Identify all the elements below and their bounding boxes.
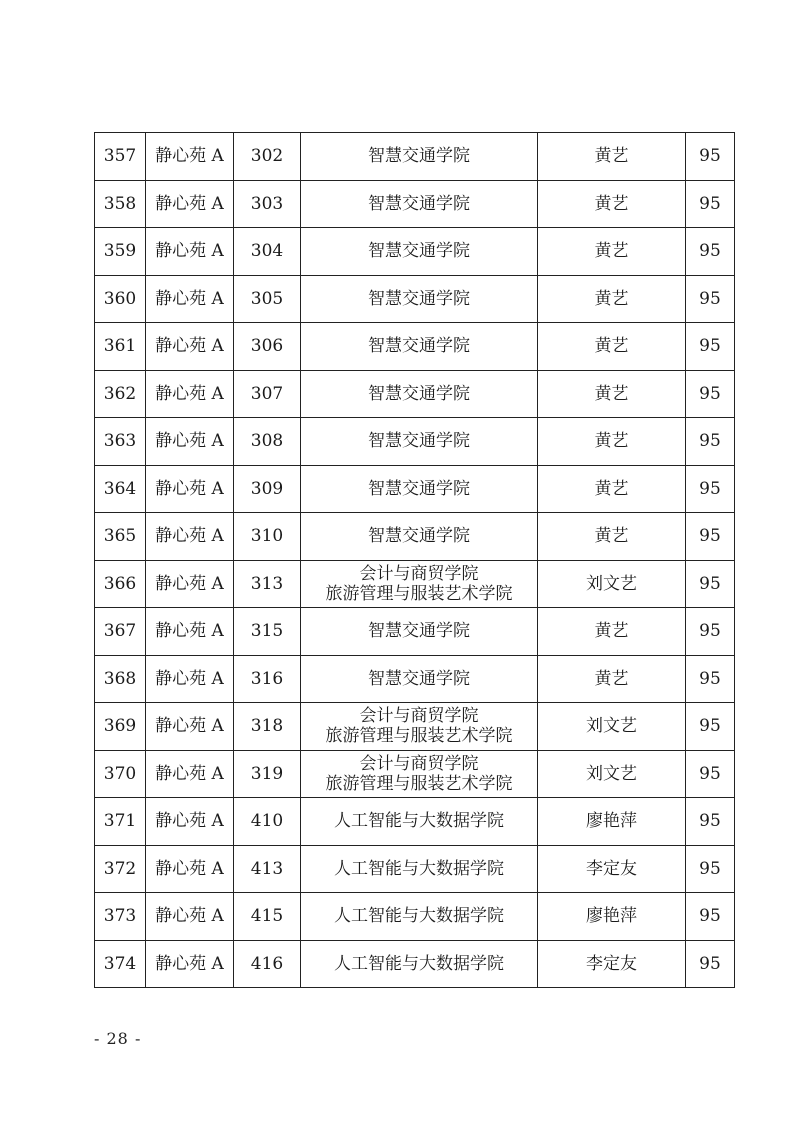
building-cell: 静心苑 A bbox=[146, 655, 234, 703]
score-cell: 95 bbox=[686, 940, 735, 988]
college-cell bbox=[301, 370, 538, 418]
score-cell: 95 bbox=[686, 703, 735, 751]
room-number-cell: 416 bbox=[234, 940, 301, 988]
manager-cell: 刘文艺 bbox=[538, 703, 686, 751]
manager-cell: 廖艳萍 bbox=[538, 893, 686, 941]
score-cell: 95 bbox=[686, 655, 735, 703]
manager-cell: 黄艺 bbox=[538, 275, 686, 323]
table-row bbox=[95, 845, 735, 893]
college-cell bbox=[301, 323, 538, 371]
college-name: 智慧交通学院 bbox=[368, 621, 470, 642]
building-cell: 静心苑 A bbox=[146, 180, 234, 228]
table-row bbox=[95, 703, 735, 751]
manager-cell: 黄艺 bbox=[538, 608, 686, 656]
college-cell bbox=[301, 750, 538, 798]
building-cell: 静心苑 A bbox=[146, 560, 234, 608]
score-cell: 95 bbox=[686, 845, 735, 893]
row-number-cell: 361 bbox=[95, 323, 146, 371]
room-number-cell: 316 bbox=[234, 655, 301, 703]
page-number: - 28 - bbox=[94, 1029, 142, 1048]
building-cell: 静心苑 A bbox=[146, 940, 234, 988]
college-name: 智慧交通学院 bbox=[368, 241, 470, 262]
manager-cell: 刘文艺 bbox=[538, 750, 686, 798]
score-cell: 95 bbox=[686, 133, 735, 181]
table-row bbox=[95, 465, 735, 513]
college-cell bbox=[301, 845, 538, 893]
score-cell: 95 bbox=[686, 418, 735, 466]
college-cell bbox=[301, 180, 538, 228]
college-name: 旅游管理与服装艺术学院 bbox=[325, 726, 513, 747]
row-number-cell: 371 bbox=[95, 798, 146, 846]
college-cell bbox=[301, 418, 538, 466]
room-number-cell: 308 bbox=[234, 418, 301, 466]
college-cell bbox=[301, 608, 538, 656]
room-number-cell: 305 bbox=[234, 275, 301, 323]
row-number-cell: 368 bbox=[95, 655, 146, 703]
college-name: 智慧交通学院 bbox=[368, 193, 470, 214]
building-cell: 静心苑 A bbox=[146, 703, 234, 751]
manager-cell: 李定友 bbox=[538, 845, 686, 893]
table-row bbox=[95, 228, 735, 276]
building-cell: 静心苑 A bbox=[146, 275, 234, 323]
college-cell bbox=[301, 940, 538, 988]
row-number-cell: 373 bbox=[95, 893, 146, 941]
manager-cell: 黄艺 bbox=[538, 323, 686, 371]
table-row bbox=[95, 180, 735, 228]
table-row bbox=[95, 940, 735, 988]
table-row bbox=[95, 750, 735, 798]
room-number-cell: 309 bbox=[234, 465, 301, 513]
room-number-cell: 410 bbox=[234, 798, 301, 846]
building-cell: 静心苑 A bbox=[146, 465, 234, 513]
college-cell bbox=[301, 560, 538, 608]
manager-cell: 黄艺 bbox=[538, 133, 686, 181]
building-cell: 静心苑 A bbox=[146, 798, 234, 846]
room-number-cell: 306 bbox=[234, 323, 301, 371]
manager-cell: 刘文艺 bbox=[538, 560, 686, 608]
college-name: 人工智能与大数据学院 bbox=[334, 811, 504, 832]
table-row bbox=[95, 275, 735, 323]
manager-cell: 黄艺 bbox=[538, 418, 686, 466]
manager-cell: 廖艳萍 bbox=[538, 798, 686, 846]
room-number-cell: 302 bbox=[234, 133, 301, 181]
manager-cell: 黄艺 bbox=[538, 180, 686, 228]
manager-cell: 黄艺 bbox=[538, 370, 686, 418]
score-cell: 95 bbox=[686, 893, 735, 941]
building-cell: 静心苑 A bbox=[146, 133, 234, 181]
room-number-cell: 415 bbox=[234, 893, 301, 941]
building-cell: 静心苑 A bbox=[146, 370, 234, 418]
building-cell: 静心苑 A bbox=[146, 893, 234, 941]
table-row bbox=[95, 893, 735, 941]
row-number-cell: 357 bbox=[95, 133, 146, 181]
building-cell: 静心苑 A bbox=[146, 845, 234, 893]
college-name: 智慧交通学院 bbox=[368, 336, 470, 357]
score-cell: 95 bbox=[686, 798, 735, 846]
college-name: 智慧交通学院 bbox=[368, 431, 470, 452]
college-name: 旅游管理与服装艺术学院 bbox=[325, 583, 513, 604]
table-row bbox=[95, 560, 735, 608]
college-cell bbox=[301, 465, 538, 513]
college-name: 智慧交通学院 bbox=[368, 478, 470, 499]
table-row bbox=[95, 513, 735, 561]
table-row bbox=[95, 323, 735, 371]
room-number-cell: 315 bbox=[234, 608, 301, 656]
room-number-cell: 304 bbox=[234, 228, 301, 276]
manager-cell: 黄艺 bbox=[538, 655, 686, 703]
row-number-cell: 360 bbox=[95, 275, 146, 323]
college-cell bbox=[301, 703, 538, 751]
room-number-cell: 303 bbox=[234, 180, 301, 228]
score-cell: 95 bbox=[686, 180, 735, 228]
row-number-cell: 367 bbox=[95, 608, 146, 656]
table-row bbox=[95, 655, 735, 703]
manager-cell: 黄艺 bbox=[538, 465, 686, 513]
row-number-cell: 369 bbox=[95, 703, 146, 751]
room-number-cell: 310 bbox=[234, 513, 301, 561]
college-name: 智慧交通学院 bbox=[368, 526, 470, 547]
college-cell bbox=[301, 893, 538, 941]
room-number-cell: 413 bbox=[234, 845, 301, 893]
row-number-cell: 365 bbox=[95, 513, 146, 561]
table-row bbox=[95, 133, 735, 181]
college-name: 人工智能与大数据学院 bbox=[334, 858, 504, 879]
score-cell: 95 bbox=[686, 608, 735, 656]
college-name: 人工智能与大数据学院 bbox=[334, 953, 504, 974]
college-name: 会计与商贸学院 bbox=[359, 563, 479, 584]
building-cell: 静心苑 A bbox=[146, 228, 234, 276]
college-name: 智慧交通学院 bbox=[368, 288, 470, 309]
college-cell bbox=[301, 798, 538, 846]
college-name: 会计与商贸学院 bbox=[359, 753, 479, 774]
building-cell: 静心苑 A bbox=[146, 513, 234, 561]
row-number-cell: 358 bbox=[95, 180, 146, 228]
college-cell bbox=[301, 133, 538, 181]
table-row bbox=[95, 370, 735, 418]
room-number-cell: 313 bbox=[234, 560, 301, 608]
college-cell bbox=[301, 655, 538, 703]
row-number-cell: 372 bbox=[95, 845, 146, 893]
college-name: 旅游管理与服装艺术学院 bbox=[325, 773, 513, 794]
score-cell: 95 bbox=[686, 323, 735, 371]
row-number-cell: 374 bbox=[95, 940, 146, 988]
building-cell: 静心苑 A bbox=[146, 418, 234, 466]
row-number-cell: 359 bbox=[95, 228, 146, 276]
score-cell: 95 bbox=[686, 560, 735, 608]
score-cell: 95 bbox=[686, 513, 735, 561]
college-name: 智慧交通学院 bbox=[368, 668, 470, 689]
room-number-cell: 318 bbox=[234, 703, 301, 751]
score-cell: 95 bbox=[686, 750, 735, 798]
college-name: 智慧交通学院 bbox=[368, 146, 470, 167]
manager-cell: 李定友 bbox=[538, 940, 686, 988]
row-number-cell: 363 bbox=[95, 418, 146, 466]
score-cell: 95 bbox=[686, 370, 735, 418]
row-number-cell: 362 bbox=[95, 370, 146, 418]
manager-cell: 黄艺 bbox=[538, 513, 686, 561]
manager-cell: 黄艺 bbox=[538, 228, 686, 276]
college-cell bbox=[301, 513, 538, 561]
table-row bbox=[95, 608, 735, 656]
row-number-cell: 366 bbox=[95, 560, 146, 608]
building-cell: 静心苑 A bbox=[146, 608, 234, 656]
score-cell: 95 bbox=[686, 465, 735, 513]
row-number-cell: 364 bbox=[95, 465, 146, 513]
college-cell bbox=[301, 228, 538, 276]
score-cell: 95 bbox=[686, 228, 735, 276]
college-name: 会计与商贸学院 bbox=[359, 706, 479, 727]
row-number-cell: 370 bbox=[95, 750, 146, 798]
table-row bbox=[95, 798, 735, 846]
table-row bbox=[95, 418, 735, 466]
college-name: 智慧交通学院 bbox=[368, 383, 470, 404]
building-cell: 静心苑 A bbox=[146, 323, 234, 371]
score-cell: 95 bbox=[686, 275, 735, 323]
dormitory-score-table bbox=[94, 132, 735, 988]
college-cell bbox=[301, 275, 538, 323]
table-body bbox=[95, 133, 735, 988]
building-cell: 静心苑 A bbox=[146, 750, 234, 798]
room-number-cell: 319 bbox=[234, 750, 301, 798]
room-number-cell: 307 bbox=[234, 370, 301, 418]
college-name: 人工智能与大数据学院 bbox=[334, 906, 504, 927]
